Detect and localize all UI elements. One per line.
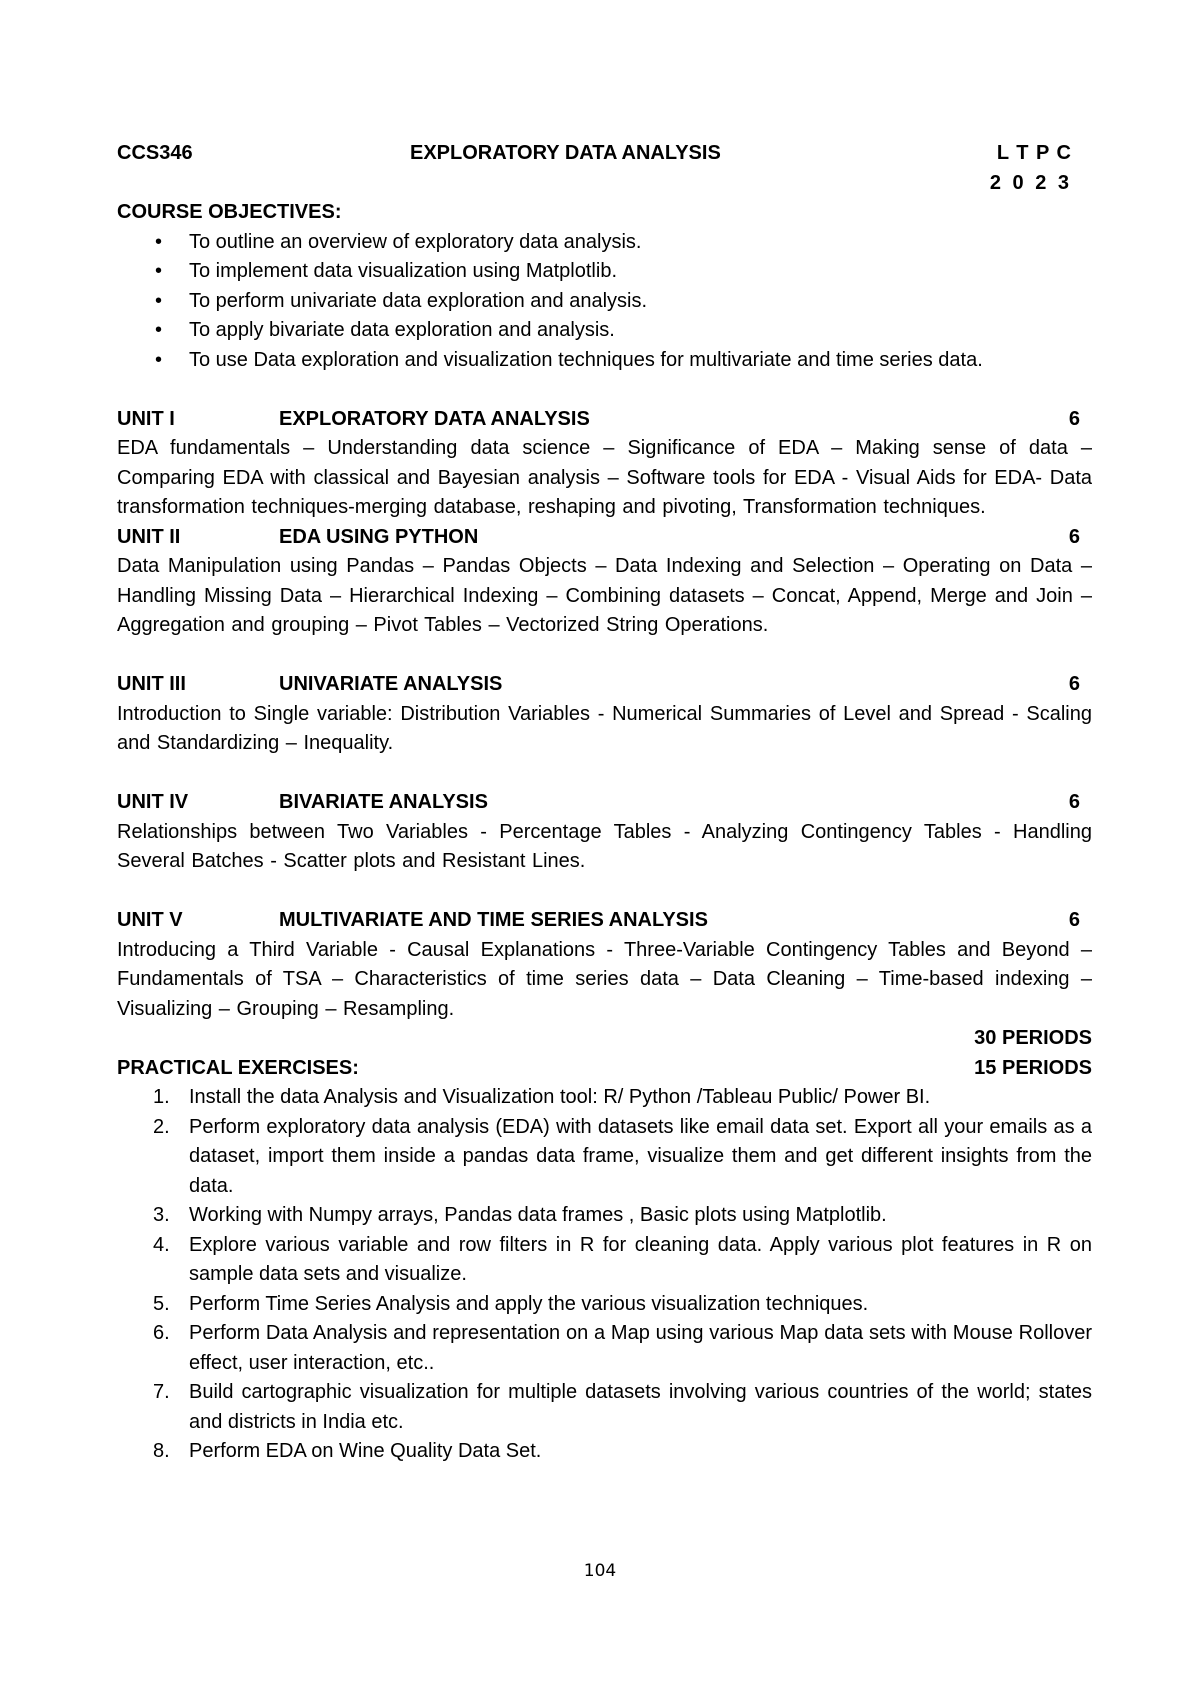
unit-name: EDA USING PYTHON <box>279 525 479 548</box>
unit-number: UNIT I <box>117 407 175 430</box>
unit-name: UNIVARIATE ANALYSIS <box>279 673 503 695</box>
page-number: 104 <box>583 1561 617 1581</box>
bullet-icon: • <box>155 230 163 253</box>
practical-heading: PRACTICAL EXERCISES: <box>117 1056 359 1079</box>
exercise-number: 1. <box>153 1086 170 1108</box>
exercise-number: 4. <box>153 1233 170 1256</box>
unit-content: EDA fundamentals – Understanding data science – Significance of EDA – Making sense of data – Comparing EDA with classical and Bayesian analysis – Software tools for EDA - Visual Aids for EDA- Data transformation techniques-merging database, reshaping and pivoting, Transformation techniques. <box>117 437 1092 518</box>
objective-item: • To perform univariate data exploration and analysis. <box>117 287 1092 317</box>
unit-hours: 6 <box>1068 909 1080 931</box>
unit-content: Introduction to Single variable: Distribution Variables - Numerical Summaries of Level and Spread - Scaling and Standardizing – Inequality. <box>117 702 1092 754</box>
bullet-icon: • <box>155 348 163 371</box>
unit-name: BIVARIATE ANALYSIS <box>279 791 488 813</box>
practical-heading-row <box>117 1054 1092 1084</box>
objective-item: • To apply bivariate data exploration and analysis. <box>117 316 1092 346</box>
unit-number: UNIT II <box>117 525 181 548</box>
unit-3 <box>117 670 1092 759</box>
course-header <box>117 139 1092 169</box>
unit-hours: 6 <box>1068 673 1080 695</box>
unit-number: UNIT V <box>117 909 183 931</box>
unit-2 <box>117 523 1092 641</box>
unit-number: UNIT IV <box>117 791 189 813</box>
unit-heading <box>117 523 1092 553</box>
course-code: CCS346 <box>117 142 193 164</box>
exercise-number: 5. <box>153 1292 170 1315</box>
ltpc-label: L T P C <box>996 142 1072 164</box>
exercise-list <box>117 1083 1092 1467</box>
exercise-item: 4. Explore various variable and row filters in R for cleaning data. Apply various plot features in R on sample data sets and visualize. <box>117 1231 1092 1290</box>
unit-heading <box>117 788 1092 818</box>
exercise-number: 6. <box>153 1322 170 1344</box>
exercise-number: 3. <box>153 1204 170 1226</box>
objectives-list <box>117 228 1092 376</box>
exercise-item: 1. Install the data Analysis and Visualization tool: R/ Python /Tableau Public/ Power BI. <box>117 1083 1092 1113</box>
bullet-icon: • <box>155 260 163 282</box>
exercise-item: 6. Perform Data Analysis and representation on a Map using various Map data sets with Mouse Rollover effect, user interaction, etc.. <box>117 1319 1092 1378</box>
objective-item: • To use Data exploration and visualization techniques for multivariate and time series data. <box>117 346 1092 376</box>
unit-4 <box>117 788 1092 877</box>
objective-item: • To implement data visualization using Matplotlib. <box>117 257 1092 287</box>
unit-hours: 6 <box>1068 407 1080 430</box>
unit-heading <box>117 405 1092 435</box>
unit-number: UNIT III <box>117 673 186 695</box>
unit-name: MULTIVARIATE AND TIME SERIES ANALYSIS <box>279 909 708 931</box>
unit-1 <box>117 405 1092 523</box>
exercise-item: 2. Perform exploratory data analysis (EDA) with datasets like email data set. Export all your emails as a dataset, import them inside a pandas data frame, visualize them and get different insights from the data. <box>117 1113 1092 1202</box>
objectives-heading: COURSE OBJECTIVES: <box>117 201 342 223</box>
syllabus-page <box>117 139 1092 1467</box>
objective-item: • To outline an overview of exploratory data analysis. <box>117 228 1092 258</box>
course-title: EXPLORATORY DATA ANALYSIS <box>410 142 721 164</box>
exercise-item: 7. Build cartographic visualization for multiple datasets involving various countries of the world; states and districts in India etc. <box>117 1378 1092 1437</box>
unit-hours: 6 <box>1068 525 1080 548</box>
exercise-number: 8. <box>153 1440 170 1462</box>
bullet-icon: • <box>155 319 163 341</box>
unit-heading <box>117 670 1092 700</box>
credits-values: 2 0 2 3 <box>989 171 1072 194</box>
exercise-number: 2. <box>153 1115 170 1138</box>
exercise-item: 8. Perform EDA on Wine Quality Data Set. <box>117 1437 1092 1467</box>
unit-name: EXPLORATORY DATA ANALYSIS <box>279 407 590 430</box>
bullet-icon: • <box>155 289 163 312</box>
exercise-item: 3. Working with Numpy arrays, Pandas data frames , Basic plots using Matplotlib. <box>117 1201 1092 1231</box>
exercise-number: 7. <box>153 1381 170 1403</box>
unit-content: Data Manipulation using Pandas – Pandas Objects – Data Indexing and Selection – Operating on Data – Handling Missing Data – Hierarchical Indexing – Combining datasets – Concat, Append, Merge and Join – Aggregation and grouping – Pivot Tables – Vectorized String Operations. <box>117 555 1092 636</box>
unit-content: Relationships between Two Variables - Percentage Tables - Analyzing Contingency Tables - Handling Several Batches - Scatter plots and Resistant Lines. <box>117 820 1092 872</box>
theory-periods: 30 PERIODS <box>974 1027 1092 1049</box>
exercise-item: 5. Perform Time Series Analysis and apply the various visualization techniques. <box>117 1290 1092 1320</box>
practical-periods: 15 PERIODS <box>974 1056 1092 1079</box>
unit-content: Introducing a Third Variable - Causal Explanations - Three-Variable Contingency Tables and Beyond – Fundamentals of TSA – Characteristics of time series data – Data Cleaning – Time-based indexing – Visualizing – Grouping – Resampling. <box>117 938 1092 1020</box>
unit-hours: 6 <box>1068 791 1080 813</box>
unit-5 <box>117 906 1092 1024</box>
unit-heading <box>117 906 1092 936</box>
